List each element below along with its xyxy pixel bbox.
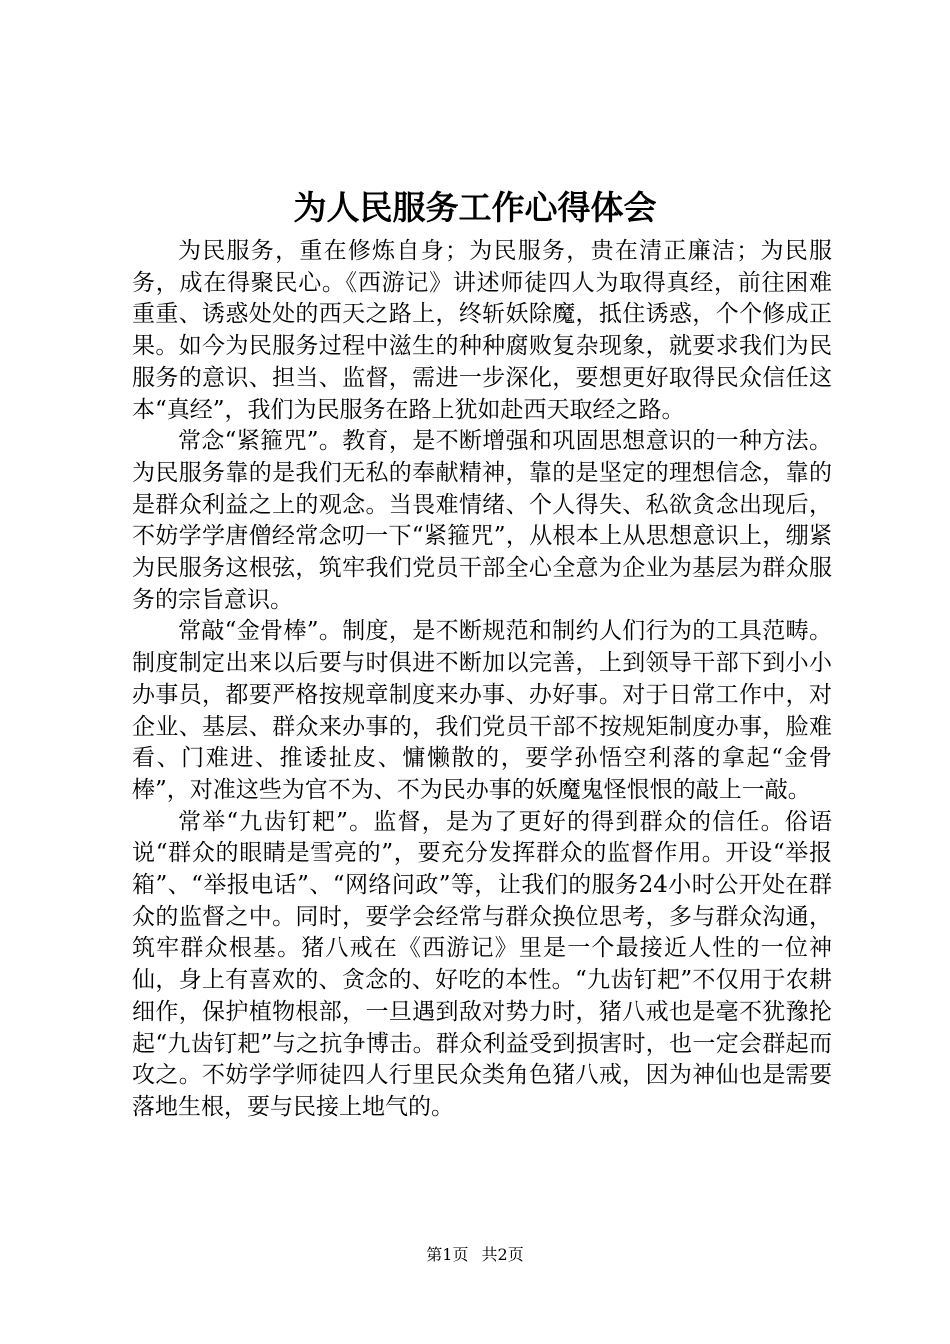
page-footer: [0, 1243, 950, 1267]
page-total: 共2页: [481, 1245, 524, 1264]
page-number: 第1页: [426, 1245, 469, 1264]
document-title: 为人民服务工作心得体会: [293, 188, 657, 227]
paragraph-education: 常念“紧箍咒”。教育，是不断增强和巩固思想意识的一种方法。为民服务靠的是我们无私的奉献精神，靠的是坚定的理想信念，靠的是群众利益之上的观念。当畏难情绪、个人得失、私欲贪念出现后，不妨学学唐僧经常念叨一下“紧箍咒”，从根本上从思想意识上，绷紧为民服务这根弦，筑牢我们党员干部全心全意为企业为基层为群众服务的宗旨意识。: [132, 428, 832, 613]
document-body: [132, 236, 832, 1124]
paragraph-supervision: 常举“九齿钉耙”。监督，是为了更好的得到群众的信任。俗语说“群众的眼睛是雪亮的”，要充分发挥群众的监督作用。开设“举报箱”、“举报电话”、“网络问政”等，让我们的服务24小时公开处在群众的监督之中。同时，要学会经常与群众换位思考，多与群众沟通，筑牢群众根基。猪八戒在《西游记》里是一个最接近人性的一位神仙，身上有喜欢的、贪念的、好吃的本性。“九齿钉耙”不仅用于农耕细作，保护植物根部，一旦遇到敌对势力时，猪八戒也是毫不犹豫抡起“九齿钉耙”与之抗争博击。群众利益受到损害时，也一定会群起而攻之。不妨学学师徒四人行里民众类角色猪八戒，因为神仙也是需要落地生根，要与民接上地气的。: [132, 808, 832, 1120]
paragraph-intro: 为民服务，重在修炼自身；为民服务，贵在清正廉洁；为民服务，成在得聚民心。《西游记》讲述师徒四人为取得真经，前往困难重重、诱惑处处的西天之路上，终斩妖除魔，抵住诱惑，个个修成正果。如今为民服务过程中滋生的种种腐败复杂现象，就要求我们为民服务的意识、担当、监督，需进一步深化，要想更好取得民众信任这本“真经”，我们为民服务在路上犹如赴西天取经之路。: [132, 238, 832, 423]
paragraph-system: 常敲“金骨棒”。制度，是不断规范和制约人们行为的工具范畴。制度制定出来以后要与时俱进不断加以完善，上到领导干部下到小小办事员，都要严格按规章制度来办事、办好事。对于日常工作中，对企业、基层、群众来办事的，我们党员干部不按规矩制度办事，脸难看、门难进、推诿扯皮、慵懒散的，要学孙悟空利落的拿起“金骨棒”，对准这些为官不为、不为民办事的妖魔鬼怪恨恨的敲上一敲。: [132, 618, 832, 803]
